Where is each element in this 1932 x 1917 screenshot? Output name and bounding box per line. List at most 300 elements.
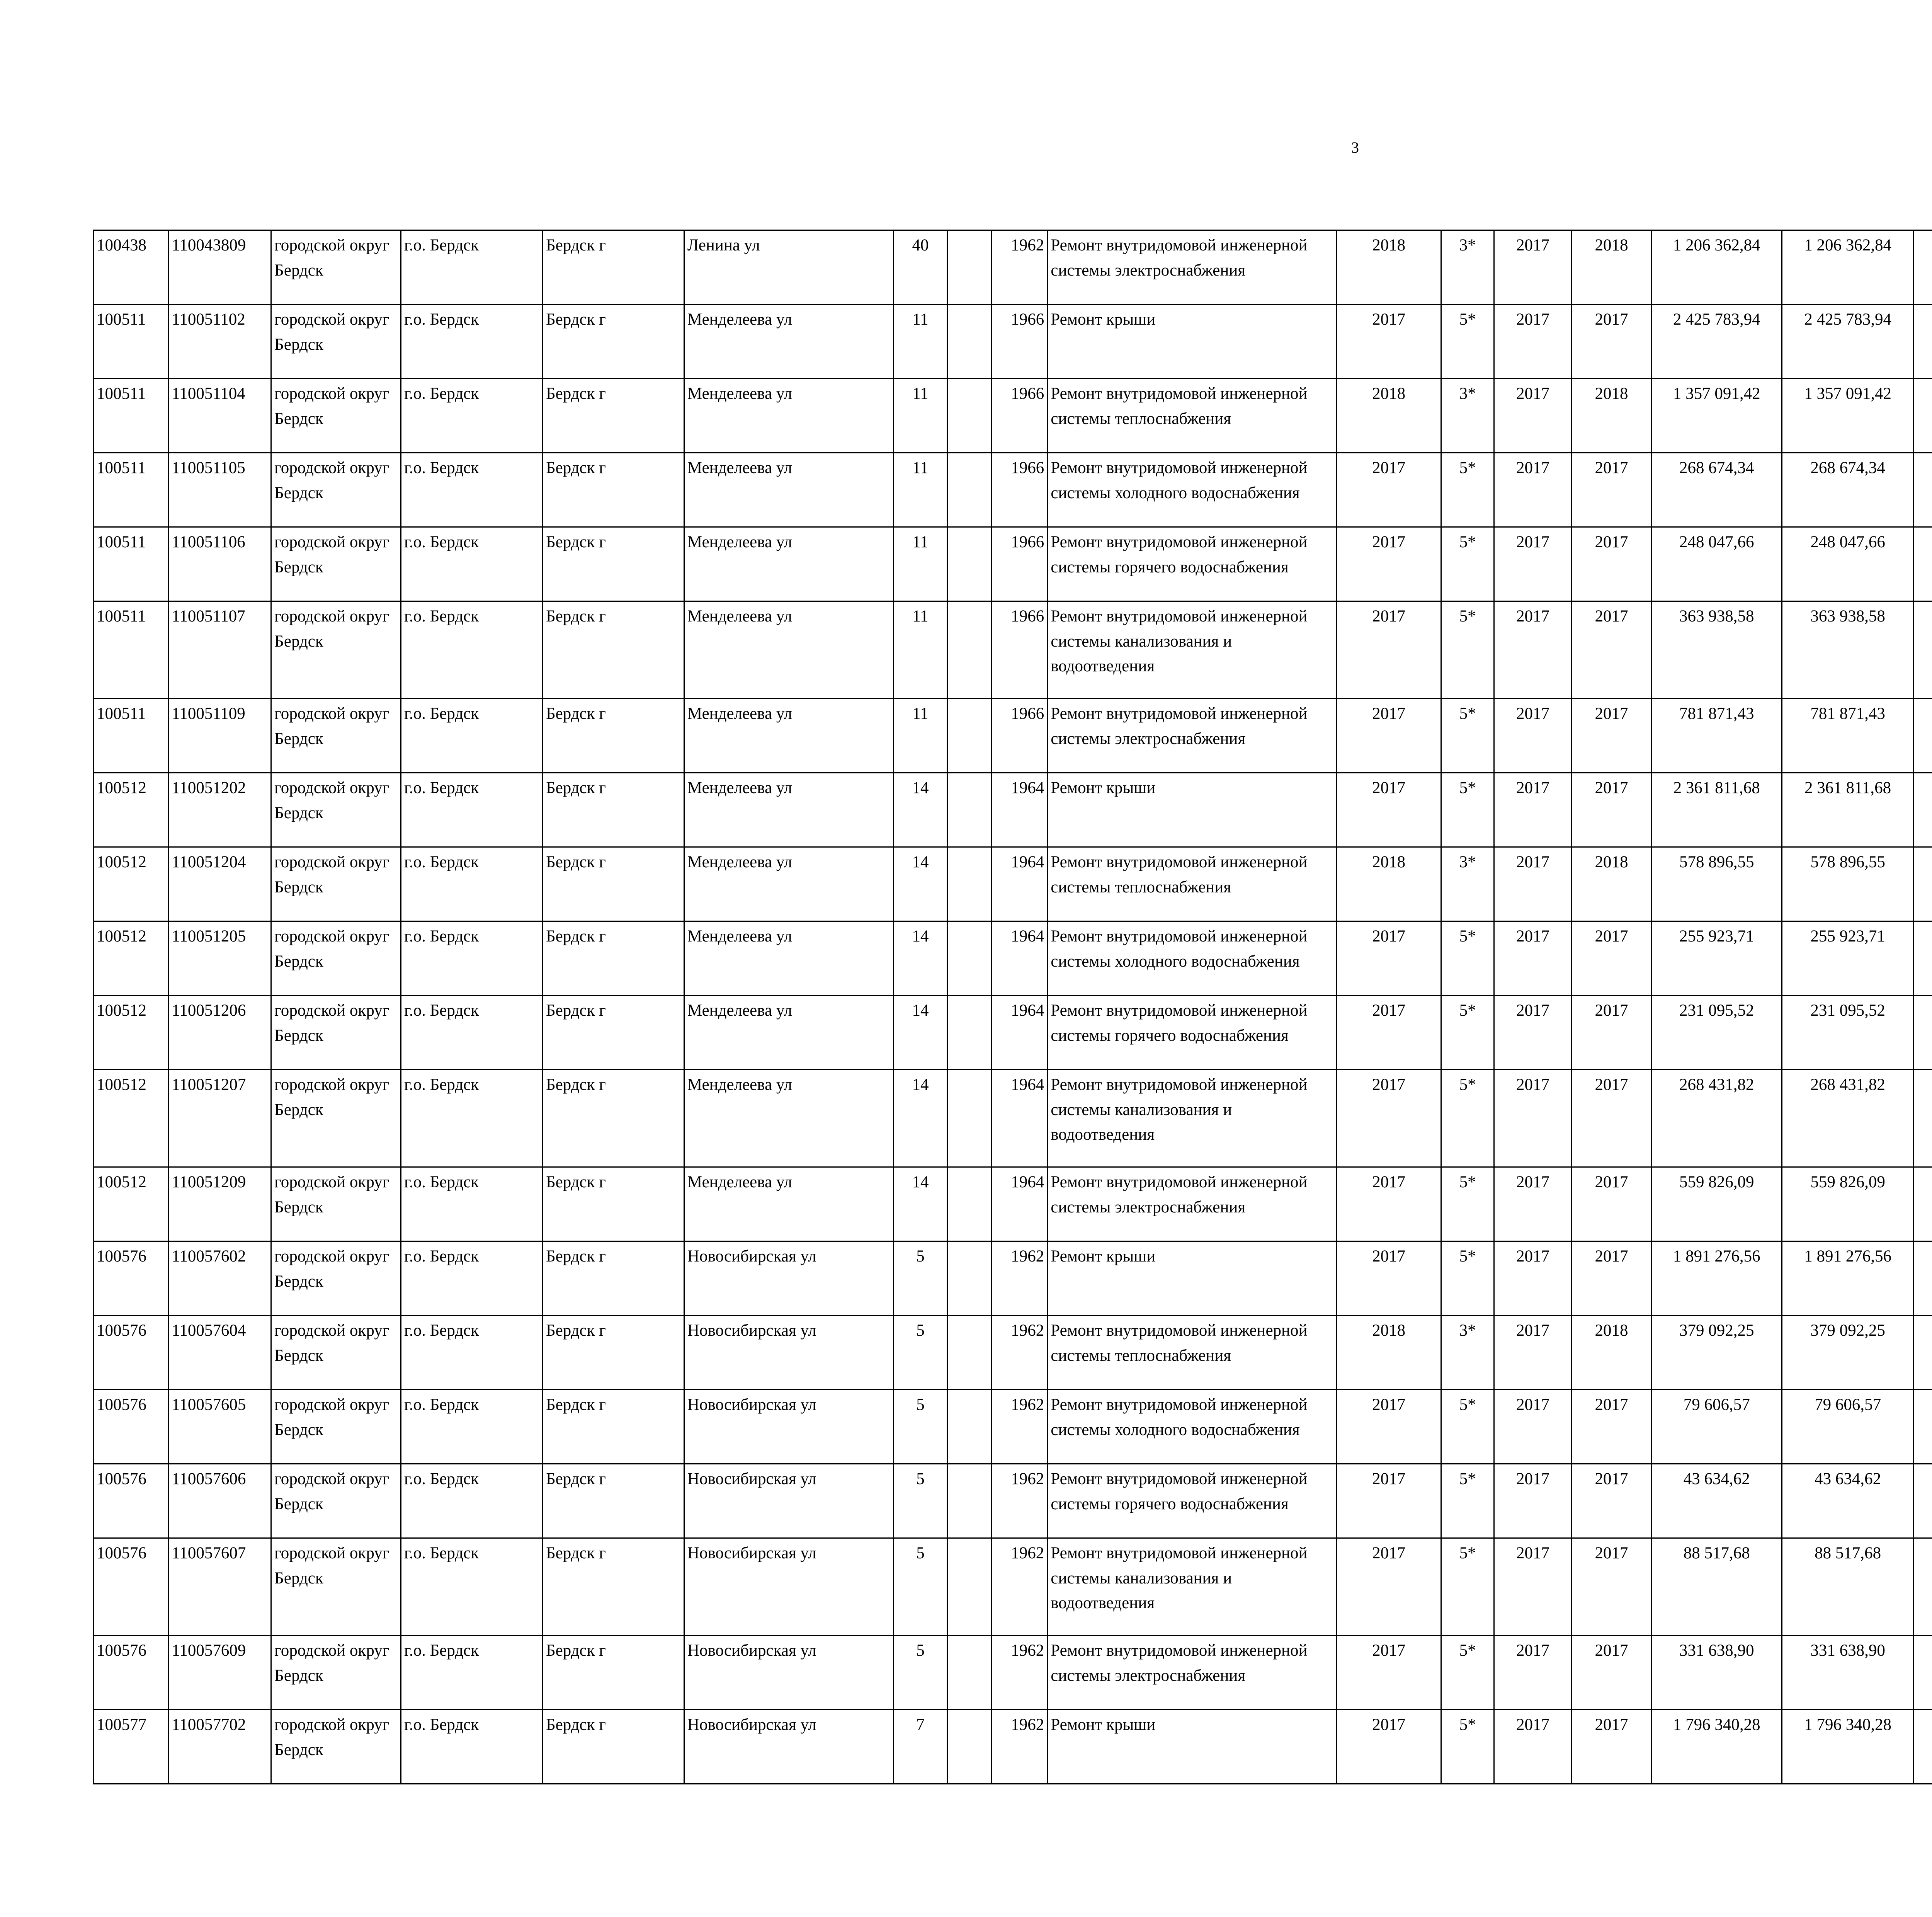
- cell-cost-fund: 578 896,55: [1782, 847, 1914, 921]
- capital-repair-table: [93, 230, 1932, 1784]
- cell-end-year: 2017: [1571, 1464, 1651, 1538]
- cell-cost-total: 559 826,09: [1651, 1167, 1782, 1241]
- cell-cost-fund: 231 095,52: [1782, 996, 1914, 1070]
- cell-year-built: 1962: [992, 230, 1047, 305]
- cell-street: Новосибирская ул: [684, 1390, 893, 1464]
- cell-house: 5: [894, 1390, 947, 1464]
- cell-code: 110057609: [168, 1636, 271, 1710]
- cell-end-year: 2017: [1571, 1167, 1651, 1241]
- cell-house: 14: [894, 773, 947, 847]
- cell-grade: 5*: [1441, 527, 1494, 601]
- cell-plan-year: 2017: [1337, 1710, 1441, 1784]
- cell-district: г.о. Бердск: [401, 847, 543, 921]
- cell-start-year: 2017: [1494, 601, 1572, 699]
- table-row: [94, 1390, 1932, 1464]
- cell-cost-fund: 79 606,57: [1782, 1390, 1914, 1464]
- cell-empty: [1914, 1390, 1932, 1464]
- table-row: [94, 1070, 1932, 1167]
- cell-plan-year: 2017: [1337, 305, 1441, 379]
- cell-city: Бердск г: [543, 699, 684, 773]
- cell-code: 110057606: [168, 1464, 271, 1538]
- cell-street: Менделеева ул: [684, 453, 893, 527]
- cell-empty: [1914, 1464, 1932, 1538]
- cell-cost-total: 248 047,66: [1651, 527, 1782, 601]
- cell-code: 110051105: [168, 453, 271, 527]
- cell-code: 110051107: [168, 601, 271, 699]
- cell-cost-fund: 268 431,82: [1782, 1070, 1914, 1167]
- cell-district: г.о. Бердск: [401, 453, 543, 527]
- table-row: [94, 453, 1932, 527]
- cell-cost-fund: 1 206 362,84: [1782, 230, 1914, 305]
- cell-id: 100511: [94, 601, 169, 699]
- cell-street: Менделеева ул: [684, 921, 893, 996]
- cell-cost-fund: 268 674,34: [1782, 453, 1914, 527]
- cell-start-year: 2017: [1494, 921, 1572, 996]
- cell-id: 100512: [94, 1167, 169, 1241]
- cell-cost-fund: 88 517,68: [1782, 1538, 1914, 1636]
- cell-start-year: 2017: [1494, 847, 1572, 921]
- cell-house: 5: [894, 1636, 947, 1710]
- cell-street: Менделеева ул: [684, 379, 893, 453]
- cell-district: г.о. Бердск: [401, 773, 543, 847]
- cell-extra: [947, 1464, 992, 1538]
- cell-street: Менделеева ул: [684, 601, 893, 699]
- cell-plan-year: 2017: [1337, 1167, 1441, 1241]
- cell-work: Ремонт внутридомовой инженерной системы канализования и водоотведения: [1048, 1538, 1337, 1636]
- cell-city: Бердск г: [543, 601, 684, 699]
- cell-work: Ремонт внутридомовой инженерной системы холодного водоснабжения: [1048, 921, 1337, 996]
- cell-plan-year: 2017: [1337, 996, 1441, 1070]
- cell-year-built: 1962: [992, 1316, 1047, 1390]
- cell-district: г.о. Бердск: [401, 527, 543, 601]
- cell-plan-year: 2017: [1337, 1538, 1441, 1636]
- cell-id: 100511: [94, 527, 169, 601]
- cell-municipality: городской округ Бердск: [271, 1538, 401, 1636]
- cell-id: 100576: [94, 1636, 169, 1710]
- cell-grade: 5*: [1441, 1070, 1494, 1167]
- cell-city: Бердск г: [543, 1241, 684, 1316]
- cell-start-year: 2017: [1494, 1464, 1572, 1538]
- cell-empty: [1914, 1167, 1932, 1241]
- table-row: [94, 379, 1932, 453]
- cell-municipality: городской округ Бердск: [271, 527, 401, 601]
- cell-id: 100511: [94, 453, 169, 527]
- cell-end-year: 2017: [1571, 1710, 1651, 1784]
- cell-end-year: 2018: [1571, 230, 1651, 305]
- cell-end-year: 2017: [1571, 1070, 1651, 1167]
- cell-id: 100576: [94, 1241, 169, 1316]
- cell-cost-fund: 1 357 091,42: [1782, 379, 1914, 453]
- cell-year-built: 1966: [992, 453, 1047, 527]
- cell-code: 110043809: [168, 230, 271, 305]
- cell-extra: [947, 1167, 992, 1241]
- cell-street: Новосибирская ул: [684, 1241, 893, 1316]
- cell-empty: [1914, 527, 1932, 601]
- cell-cost-fund: 331 638,90: [1782, 1636, 1914, 1710]
- cell-house: 40: [894, 230, 947, 305]
- cell-city: Бердск г: [543, 773, 684, 847]
- cell-empty: [1914, 1316, 1932, 1390]
- cell-district: г.о. Бердск: [401, 921, 543, 996]
- cell-start-year: 2017: [1494, 379, 1572, 453]
- cell-house: 11: [894, 379, 947, 453]
- table-row: [94, 996, 1932, 1070]
- cell-grade: 5*: [1441, 699, 1494, 773]
- cell-start-year: 2017: [1494, 699, 1572, 773]
- cell-end-year: 2017: [1571, 699, 1651, 773]
- cell-city: Бердск г: [543, 305, 684, 379]
- table-row: [94, 1167, 1932, 1241]
- cell-city: Бердск г: [543, 1070, 684, 1167]
- cell-municipality: городской округ Бердск: [271, 1464, 401, 1538]
- cell-municipality: городской округ Бердск: [271, 1070, 401, 1167]
- cell-extra: [947, 699, 992, 773]
- cell-city: Бердск г: [543, 847, 684, 921]
- cell-id: 100512: [94, 921, 169, 996]
- cell-district: г.о. Бердск: [401, 1316, 543, 1390]
- cell-year-built: 1964: [992, 847, 1047, 921]
- cell-year-built: 1962: [992, 1538, 1047, 1636]
- cell-start-year: 2017: [1494, 527, 1572, 601]
- cell-id: 100511: [94, 379, 169, 453]
- cell-end-year: 2017: [1571, 453, 1651, 527]
- cell-code: 110051209: [168, 1167, 271, 1241]
- cell-code: 110051102: [168, 305, 271, 379]
- cell-start-year: 2017: [1494, 453, 1572, 527]
- cell-start-year: 2017: [1494, 1241, 1572, 1316]
- cell-cost-total: 1 357 091,42: [1651, 379, 1782, 453]
- cell-code: 110057604: [168, 1316, 271, 1390]
- cell-cost-total: 781 871,43: [1651, 699, 1782, 773]
- cell-district: г.о. Бердск: [401, 379, 543, 453]
- cell-house: 14: [894, 921, 947, 996]
- cell-grade: 5*: [1441, 1390, 1494, 1464]
- cell-id: 100576: [94, 1464, 169, 1538]
- cell-work: Ремонт крыши: [1048, 305, 1337, 379]
- cell-extra: [947, 305, 992, 379]
- cell-id: 100511: [94, 699, 169, 773]
- cell-grade: 5*: [1441, 1710, 1494, 1784]
- cell-house: 14: [894, 1070, 947, 1167]
- cell-municipality: городской округ Бердск: [271, 699, 401, 773]
- cell-plan-year: 2017: [1337, 1636, 1441, 1710]
- cell-empty: [1914, 230, 1932, 305]
- cell-plan-year: 2018: [1337, 847, 1441, 921]
- cell-street: Ленина ул: [684, 230, 893, 305]
- cell-empty: [1914, 1636, 1932, 1710]
- cell-street: Новосибирская ул: [684, 1710, 893, 1784]
- cell-cost-total: 331 638,90: [1651, 1636, 1782, 1710]
- cell-plan-year: 2017: [1337, 527, 1441, 601]
- cell-street: Менделеева ул: [684, 1070, 893, 1167]
- cell-grade: 5*: [1441, 921, 1494, 996]
- cell-municipality: городской округ Бердск: [271, 996, 401, 1070]
- cell-end-year: 2017: [1571, 1636, 1651, 1710]
- table-row: [94, 699, 1932, 773]
- cell-work: Ремонт внутридомовой инженерной системы холодного водоснабжения: [1048, 1390, 1337, 1464]
- cell-year-built: 1964: [992, 921, 1047, 996]
- cell-street: Менделеева ул: [684, 305, 893, 379]
- cell-year-built: 1966: [992, 379, 1047, 453]
- cell-house: 11: [894, 453, 947, 527]
- cell-street: Менделеева ул: [684, 699, 893, 773]
- cell-work: Ремонт внутридомовой инженерной системы горячего водоснабжения: [1048, 527, 1337, 601]
- cell-code: 110051205: [168, 921, 271, 996]
- cell-street: Новосибирская ул: [684, 1636, 893, 1710]
- cell-municipality: городской округ Бердск: [271, 847, 401, 921]
- cell-plan-year: 2017: [1337, 1241, 1441, 1316]
- cell-work: Ремонт внутридомовой инженерной системы горячего водоснабжения: [1048, 1464, 1337, 1538]
- cell-year-built: 1966: [992, 305, 1047, 379]
- cell-extra: [947, 1636, 992, 1710]
- cell-extra: [947, 379, 992, 453]
- cell-house: 7: [894, 1710, 947, 1784]
- cell-start-year: 2017: [1494, 1316, 1572, 1390]
- cell-plan-year: 2017: [1337, 921, 1441, 996]
- cell-cost-total: 379 092,25: [1651, 1316, 1782, 1390]
- cell-city: Бердск г: [543, 1464, 684, 1538]
- cell-street: Новосибирская ул: [684, 1464, 893, 1538]
- cell-code: 110057602: [168, 1241, 271, 1316]
- cell-house: 11: [894, 601, 947, 699]
- cell-plan-year: 2017: [1337, 453, 1441, 527]
- cell-grade: 5*: [1441, 601, 1494, 699]
- cell-end-year: 2017: [1571, 1241, 1651, 1316]
- cell-municipality: городской округ Бердск: [271, 1241, 401, 1316]
- cell-code: 110051109: [168, 699, 271, 773]
- cell-municipality: городской округ Бердск: [271, 1390, 401, 1464]
- table-row: [94, 773, 1932, 847]
- cell-cost-total: 79 606,57: [1651, 1390, 1782, 1464]
- cell-start-year: 2017: [1494, 230, 1572, 305]
- cell-municipality: городской округ Бердск: [271, 453, 401, 527]
- cell-code: 110057702: [168, 1710, 271, 1784]
- cell-district: г.о. Бердск: [401, 1710, 543, 1784]
- cell-cost-total: 1 796 340,28: [1651, 1710, 1782, 1784]
- cell-cost-fund: 248 047,66: [1782, 527, 1914, 601]
- table-row: [94, 847, 1932, 921]
- cell-id: 100576: [94, 1390, 169, 1464]
- cell-year-built: 1964: [992, 1070, 1047, 1167]
- cell-district: г.о. Бердск: [401, 601, 543, 699]
- cell-grade: 5*: [1441, 996, 1494, 1070]
- cell-district: г.о. Бердск: [401, 1390, 543, 1464]
- cell-house: 11: [894, 699, 947, 773]
- cell-grade: 5*: [1441, 305, 1494, 379]
- table-row: [94, 1538, 1932, 1636]
- cell-work: Ремонт внутридомовой инженерной системы горячего водоснабжения: [1048, 996, 1337, 1070]
- cell-work: Ремонт внутридомовой инженерной системы канализования и водоотведения: [1048, 601, 1337, 699]
- cell-house: 14: [894, 996, 947, 1070]
- cell-work: Ремонт внутридомовой инженерной системы электроснабжения: [1048, 699, 1337, 773]
- cell-work: Ремонт внутридомовой инженерной системы электроснабжения: [1048, 1636, 1337, 1710]
- cell-municipality: городской округ Бердск: [271, 379, 401, 453]
- cell-cost-total: 2 361 811,68: [1651, 773, 1782, 847]
- cell-work: Ремонт крыши: [1048, 773, 1337, 847]
- cell-work: Ремонт крыши: [1048, 1241, 1337, 1316]
- cell-code: 110051104: [168, 379, 271, 453]
- cell-grade: 5*: [1441, 773, 1494, 847]
- cell-empty: [1914, 601, 1932, 699]
- cell-year-built: 1962: [992, 1636, 1047, 1710]
- cell-cost-fund: 255 923,71: [1782, 921, 1914, 996]
- cell-district: г.о. Бердск: [401, 1464, 543, 1538]
- cell-empty: [1914, 699, 1932, 773]
- cell-end-year: 2017: [1571, 921, 1651, 996]
- cell-cost-fund: 2 361 811,68: [1782, 773, 1914, 847]
- cell-start-year: 2017: [1494, 1167, 1572, 1241]
- cell-plan-year: 2017: [1337, 1070, 1441, 1167]
- cell-house: 5: [894, 1538, 947, 1636]
- cell-city: Бердск г: [543, 1710, 684, 1784]
- cell-city: Бердск г: [543, 230, 684, 305]
- cell-house: 5: [894, 1464, 947, 1538]
- cell-city: Бердск г: [543, 453, 684, 527]
- cell-start-year: 2017: [1494, 1710, 1572, 1784]
- cell-code: 110051206: [168, 996, 271, 1070]
- cell-city: Бердск г: [543, 1390, 684, 1464]
- cell-work: Ремонт внутридомовой инженерной системы электроснабжения: [1048, 1167, 1337, 1241]
- cell-cost-fund: 781 871,43: [1782, 699, 1914, 773]
- cell-extra: [947, 996, 992, 1070]
- cell-id: 100512: [94, 1070, 169, 1167]
- cell-work: Ремонт внутридомовой инженерной системы теплоснабжения: [1048, 1316, 1337, 1390]
- cell-plan-year: 2017: [1337, 1390, 1441, 1464]
- cell-code: 110057607: [168, 1538, 271, 1636]
- cell-extra: [947, 527, 992, 601]
- cell-end-year: 2017: [1571, 305, 1651, 379]
- cell-cost-total: 2 425 783,94: [1651, 305, 1782, 379]
- cell-end-year: 2017: [1571, 996, 1651, 1070]
- cell-end-year: 2017: [1571, 1390, 1651, 1464]
- cell-start-year: 2017: [1494, 1390, 1572, 1464]
- cell-plan-year: 2017: [1337, 773, 1441, 847]
- cell-grade: 3*: [1441, 847, 1494, 921]
- cell-cost-total: 1 891 276,56: [1651, 1241, 1782, 1316]
- cell-street: Новосибирская ул: [684, 1316, 893, 1390]
- cell-work: Ремонт крыши: [1048, 1710, 1337, 1784]
- cell-id: 100576: [94, 1316, 169, 1390]
- cell-empty: [1914, 921, 1932, 996]
- cell-municipality: городской округ Бердск: [271, 1167, 401, 1241]
- cell-extra: [947, 1710, 992, 1784]
- cell-district: г.о. Бердск: [401, 1636, 543, 1710]
- cell-district: г.о. Бердск: [401, 1241, 543, 1316]
- cell-grade: 5*: [1441, 1464, 1494, 1538]
- cell-cost-fund: 379 092,25: [1782, 1316, 1914, 1390]
- cell-district: г.о. Бердск: [401, 1538, 543, 1636]
- cell-extra: [947, 773, 992, 847]
- cell-plan-year: 2018: [1337, 1316, 1441, 1390]
- cell-district: г.о. Бердск: [401, 1167, 543, 1241]
- cell-cost-fund: 363 938,58: [1782, 601, 1914, 699]
- cell-extra: [947, 921, 992, 996]
- cell-id: 100576: [94, 1538, 169, 1636]
- cell-grade: 5*: [1441, 1538, 1494, 1636]
- cell-id: 100577: [94, 1710, 169, 1784]
- cell-id: 100512: [94, 773, 169, 847]
- cell-city: Бердск г: [543, 379, 684, 453]
- cell-extra: [947, 847, 992, 921]
- table-row: [94, 921, 1932, 996]
- table-row: [94, 230, 1932, 305]
- cell-cost-fund: 43 634,62: [1782, 1464, 1914, 1538]
- cell-extra: [947, 453, 992, 527]
- cell-empty: [1914, 305, 1932, 379]
- cell-cost-fund: 1 891 276,56: [1782, 1241, 1914, 1316]
- cell-city: Бердск г: [543, 1538, 684, 1636]
- cell-street: Менделеева ул: [684, 847, 893, 921]
- cell-street: Новосибирская ул: [684, 1538, 893, 1636]
- cell-work: Ремонт внутридомовой инженерной системы холодного водоснабжения: [1048, 453, 1337, 527]
- cell-grade: 5*: [1441, 1636, 1494, 1710]
- cell-end-year: 2017: [1571, 601, 1651, 699]
- cell-start-year: 2017: [1494, 996, 1572, 1070]
- cell-empty: [1914, 1710, 1932, 1784]
- cell-municipality: городской округ Бердск: [271, 773, 401, 847]
- cell-empty: [1914, 847, 1932, 921]
- cell-empty: [1914, 453, 1932, 527]
- cell-work: Ремонт внутридомовой инженерной системы теплоснабжения: [1048, 847, 1337, 921]
- cell-year-built: 1966: [992, 699, 1047, 773]
- cell-year-built: 1962: [992, 1241, 1047, 1316]
- cell-city: Бердск г: [543, 1316, 684, 1390]
- cell-empty: [1914, 1070, 1932, 1167]
- cell-house: 11: [894, 527, 947, 601]
- cell-end-year: 2017: [1571, 773, 1651, 847]
- cell-empty: [1914, 773, 1932, 847]
- cell-year-built: 1964: [992, 1167, 1047, 1241]
- cell-cost-fund: 559 826,09: [1782, 1167, 1914, 1241]
- cell-end-year: 2017: [1571, 527, 1651, 601]
- cell-cost-total: 578 896,55: [1651, 847, 1782, 921]
- cell-id: 100512: [94, 996, 169, 1070]
- table-row: [94, 527, 1932, 601]
- table-row: [94, 1464, 1932, 1538]
- cell-code: 110051202: [168, 773, 271, 847]
- cell-house: 11: [894, 305, 947, 379]
- table-body: [94, 230, 1932, 1784]
- cell-city: Бердск г: [543, 921, 684, 996]
- cell-start-year: 2017: [1494, 1636, 1572, 1710]
- cell-cost-fund: 2 425 783,94: [1782, 305, 1914, 379]
- cell-empty: [1914, 996, 1932, 1070]
- cell-extra: [947, 1070, 992, 1167]
- cell-grade: 3*: [1441, 1316, 1494, 1390]
- cell-grade: 3*: [1441, 230, 1494, 305]
- cell-extra: [947, 1241, 992, 1316]
- table-row: [94, 305, 1932, 379]
- table-row: [94, 1710, 1932, 1784]
- cell-year-built: 1964: [992, 773, 1047, 847]
- cell-city: Бердск г: [543, 527, 684, 601]
- cell-house: 14: [894, 847, 947, 921]
- cell-grade: 5*: [1441, 453, 1494, 527]
- table-row: [94, 1241, 1932, 1316]
- cell-cost-total: 231 095,52: [1651, 996, 1782, 1070]
- table-row: [94, 601, 1932, 699]
- cell-city: Бердск г: [543, 1167, 684, 1241]
- page-number: 3: [1351, 139, 1359, 156]
- cell-house: 14: [894, 1167, 947, 1241]
- cell-grade: 5*: [1441, 1241, 1494, 1316]
- cell-cost-total: 1 206 362,84: [1651, 230, 1782, 305]
- cell-municipality: городской округ Бердск: [271, 601, 401, 699]
- cell-district: г.о. Бердск: [401, 230, 543, 305]
- cell-cost-total: 268 431,82: [1651, 1070, 1782, 1167]
- cell-year-built: 1962: [992, 1390, 1047, 1464]
- cell-year-built: 1962: [992, 1710, 1047, 1784]
